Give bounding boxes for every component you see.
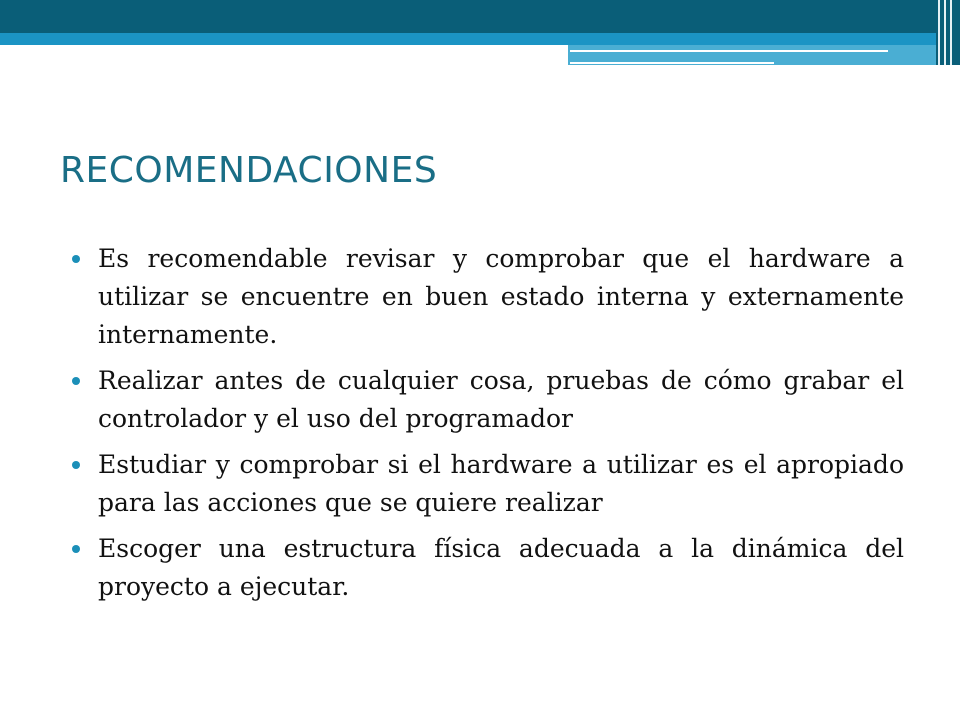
header-corner-stripe [950, 0, 952, 65]
bullet-list [72, 240, 904, 614]
bullet-item [72, 362, 904, 438]
header-corner-stripe [938, 0, 940, 65]
bullet-text: Realizar antes de cualquier cosa, pruebas de cómo grabar el controlador y el uso del programador [98, 366, 904, 433]
bullet-item [72, 240, 904, 354]
header-band-dark [0, 0, 936, 33]
bullet-dot-icon [72, 545, 80, 553]
bullet-item [72, 446, 904, 522]
bullet-text: Estudiar y comprobar si el hardware a utilizar es el apropiado para las acciones que se quiere realizar [98, 450, 904, 517]
bullet-dot-icon [72, 255, 80, 263]
header-accent-line [570, 62, 774, 64]
bullet-text: Escoger una estructura física adecuada a la dinámica del proyecto a ejecutar. [98, 534, 904, 601]
header-band-teal [0, 33, 936, 45]
header-corner-stripe [944, 0, 946, 65]
header-accent-line [570, 50, 888, 52]
bullet-dot-icon [72, 377, 80, 385]
bullet-dot-icon [72, 461, 80, 469]
bullet-item [72, 530, 904, 606]
slide-title: RECOMENDACIONES [60, 150, 438, 191]
bullet-text: Es recomendable revisar y comprobar que el hardware a utilizar se encuentre en buen estado interna y externamente internamente. [98, 244, 904, 349]
